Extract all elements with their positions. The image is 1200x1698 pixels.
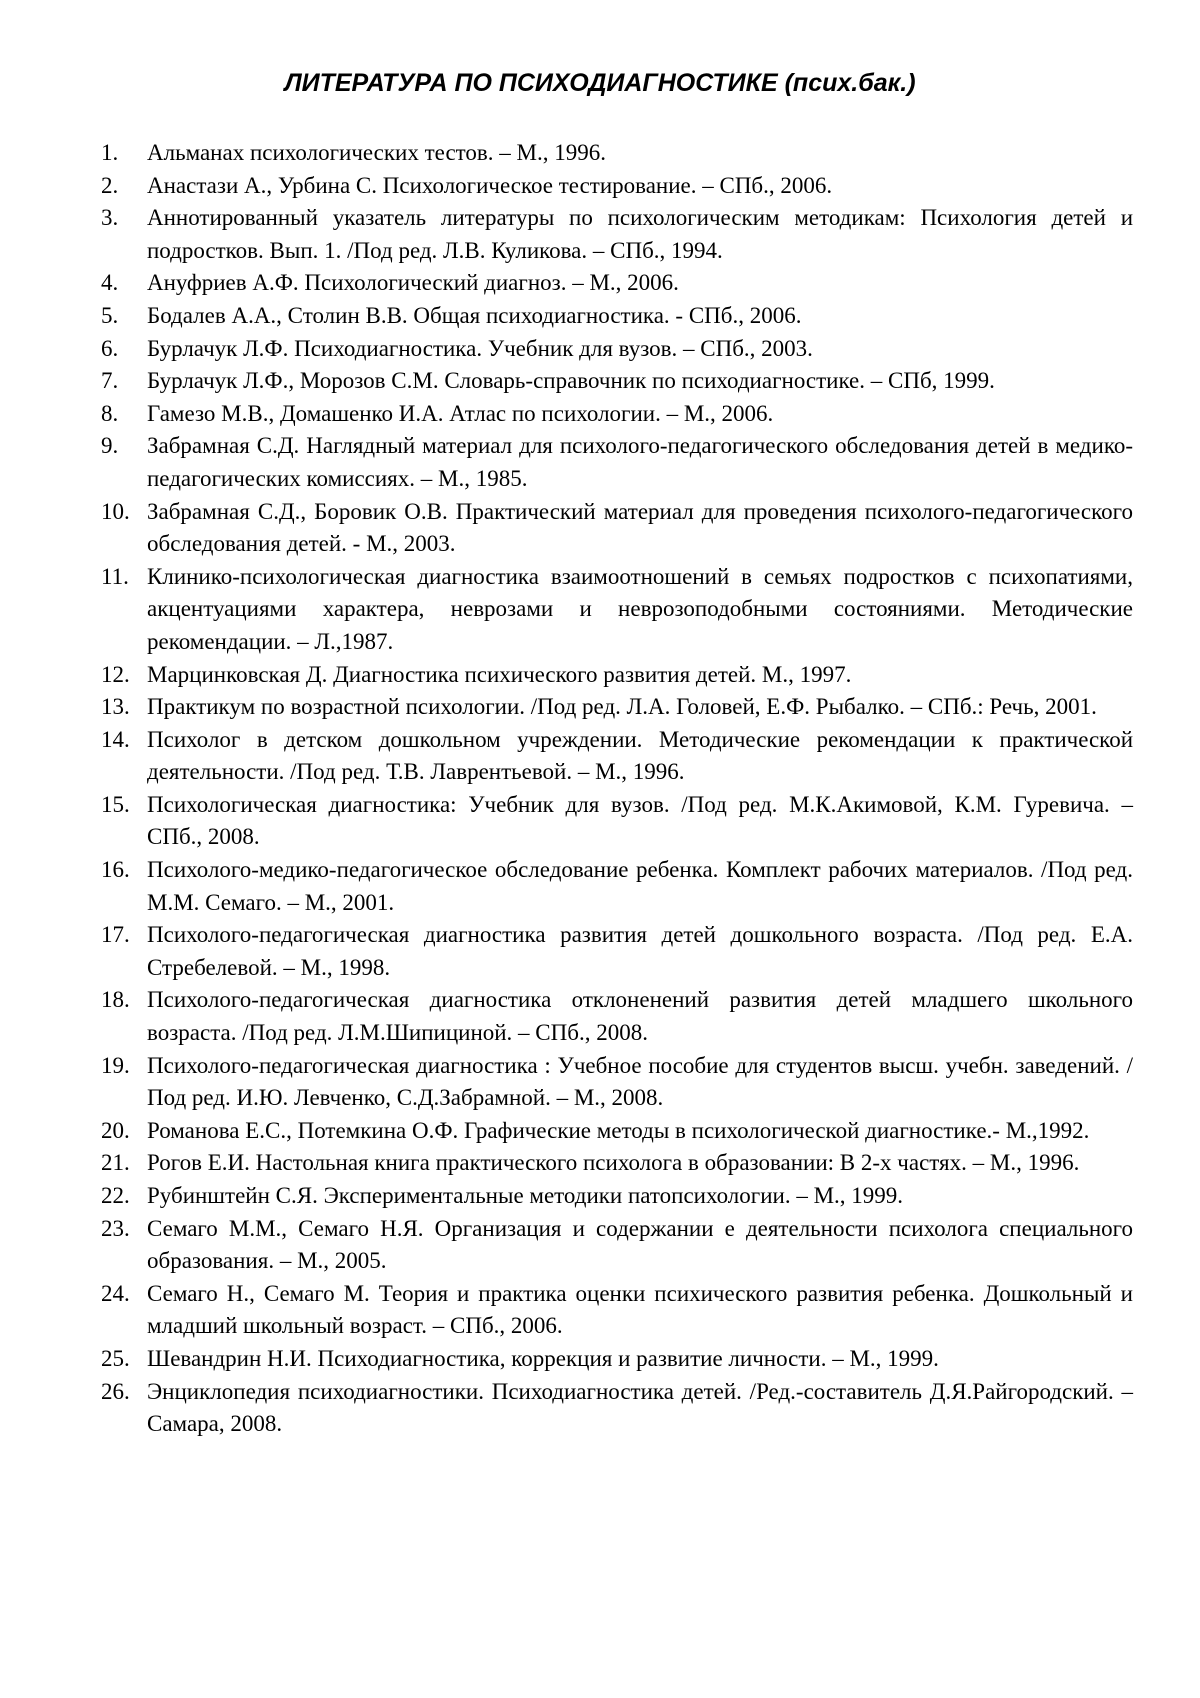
reference-item	[0, 333, 1133, 366]
reference-list	[0, 137, 1200, 1441]
reference-text: Бурлачук Л.Ф., Морозов С.М. Словарь-справочник по психодиагностике. – СПб, 1999.	[147, 368, 995, 394]
reference-number: 10.	[101, 498, 130, 524]
reference-number: 5.	[101, 302, 119, 328]
reference-number: 19.	[101, 1052, 130, 1078]
reference-item	[0, 1115, 1133, 1148]
reference-item	[0, 1278, 1133, 1343]
reference-item	[0, 170, 1133, 203]
reference-item	[0, 1343, 1133, 1376]
reference-number: 9.	[101, 433, 119, 459]
reference-text: Психологическая диагностика: Учебник для вузов. /Под ред. М.К.Акимовой, К.М. Гуревича. – СПб., 2008.	[147, 791, 1133, 850]
reference-text: Бодалев А.А., Столин В.В. Общая психодиагностика. - СПб., 2006.	[147, 302, 802, 328]
reference-text: Марцинковская Д. Диагностика психического развития детей. М., 1997.	[147, 661, 852, 687]
reference-number: 1.	[101, 140, 119, 165]
reference-number: 12.	[101, 661, 130, 687]
reference-text: Забрамная С.Д., Боровик О.В. Практический материал для проведения психолого-педагогического обследования детей. - М., 2003.	[147, 498, 1133, 557]
reference-item	[0, 1050, 1133, 1115]
reference-number: 3.	[101, 205, 119, 231]
reference-item	[0, 1376, 1133, 1441]
reference-text: Альманах психологических тестов. – М., 1996.	[147, 140, 606, 165]
reference-text: Семаго М.М., Семаго Н.Я. Организация и содержании е деятельности психолога специального образования. – М., 2005.	[147, 1215, 1133, 1274]
reference-text: Ануфриев А.Ф. Психологический диагноз. – М., 2006.	[147, 270, 679, 296]
reference-item	[0, 202, 1133, 267]
reference-item	[0, 919, 1133, 984]
reference-number: 23.	[101, 1215, 130, 1241]
reference-item	[0, 365, 1133, 398]
reference-number: 4.	[101, 270, 119, 296]
reference-text: Психолого-медико-педагогическое обследование ребенка. Комплект рабочих материалов. /Под ред. М.М. Семаго. – М., 2001.	[147, 857, 1133, 915]
reference-text: Шевандрин Н.И. Психодиагностика, коррекция и развитие личности. – М., 1999.	[147, 1345, 939, 1371]
reference-item	[0, 1180, 1133, 1213]
reference-text: Клинико-психологическая диагностика взаимоотношений в семьях подростков с психопатиями, акцентуациями характера, неврозами и неврозоподобными состояниями. Методические рекомендации. – Л.,1987.	[147, 563, 1133, 654]
reference-number: 16.	[101, 857, 130, 883]
reference-item	[0, 789, 1133, 854]
reference-item	[0, 137, 1133, 170]
reference-number: 11.	[101, 563, 129, 589]
reference-number: 13.	[101, 694, 130, 720]
reference-text: Забрамная С.Д. Наглядный материал для психолого-педагогического обследования детей в медико-педагогических комиссиях. – М., 1985.	[147, 433, 1133, 491]
reference-text: Рубинштейн С.Я. Экспериментальные методики патопсихологии. – М., 1999.	[147, 1183, 904, 1208]
reference-number: 7.	[101, 368, 119, 394]
reference-text: Психолог в детском дошкольном учреждении. Методические рекомендации к практической деятельности. /Под ред. Т.В. Лаврентьевой. – М., 1996.	[147, 726, 1133, 785]
reference-text: Энциклопедия психодиагностики. Психодиагностика детей. /Ред.-составитель Д.Я.Райгородский. – Самара, 2008.	[147, 1378, 1133, 1437]
reference-item	[0, 659, 1133, 692]
reference-number: 15.	[101, 791, 130, 817]
reference-item	[0, 300, 1133, 333]
reference-number: 17.	[101, 922, 130, 948]
reference-text: Психолого-педагогическая диагностика отклоненений развития детей младшего школьного возраста. /Под ред. Л.М.Шипициной. – СПб., 2008.	[147, 987, 1133, 1046]
reference-item	[0, 430, 1133, 495]
reference-item	[0, 854, 1133, 919]
reference-text: Семаго Н., Семаго М. Теория и практика оценки психического развития ребенка. Дошкольный и младший школьный возраст. – СПб., 2006.	[147, 1280, 1133, 1339]
reference-text: Гамезо М.В., Домашенко И.А. Атлас по психологии. – М., 2006.	[147, 400, 774, 426]
reference-text: Психолого-педагогическая диагностика развития детей дошкольного возраста. /Под ред. Е.А. Стребелевой. – М., 1998.	[147, 922, 1133, 980]
reference-item	[0, 691, 1133, 724]
reference-number: 24.	[101, 1280, 130, 1306]
reference-text: Рогов Е.И. Настольная книга практического психолога в образовании: В 2-х частях. – М., 1996.	[147, 1150, 1080, 1176]
reference-number: 21.	[101, 1150, 130, 1176]
reference-item	[0, 984, 1133, 1049]
reference-number: 14.	[101, 726, 130, 752]
reference-text: Бурлачук Л.Ф. Психодиагностика. Учебник для вузов. – СПб., 2003.	[147, 335, 813, 361]
reference-number: 8.	[101, 400, 119, 426]
reference-item	[0, 496, 1133, 561]
page-title: ЛИТЕРАТУРА ПО ПСИХОДИАГНОСТИКЕ (псих.бак.)	[284, 69, 916, 97]
reference-item	[0, 1147, 1133, 1180]
reference-number: 26.	[101, 1378, 130, 1404]
reference-text: Практикум по возрастной психологии. /Под ред. Л.А. Головей, Е.Ф. Рыбалко. – СПб.: Речь, 2001.	[147, 694, 1097, 720]
reference-text: Романова Е.С., Потемкина О.Ф. Графические методы в психологической диагностике.- М.,1992.	[147, 1117, 1090, 1143]
reference-number: 18.	[101, 987, 130, 1013]
reference-item	[0, 1213, 1133, 1278]
reference-number: 20.	[101, 1117, 130, 1143]
reference-text: Психолого-педагогическая диагностика : Учебное пособие для студентов высш. учебн. заведений. /Под ред. И.Ю. Левченко, С.Д.Забрамной. – М., 2008.	[147, 1052, 1133, 1111]
reference-number: 2.	[101, 172, 119, 198]
reference-item	[0, 724, 1133, 789]
reference-text: Аннотированный указатель литературы по психологическим методикам: Психология детей и подростков. Вып. 1. /Под ред. Л.В. Куликова. – СПб., 1994.	[147, 205, 1133, 263]
reference-item	[0, 267, 1133, 300]
reference-text: Анастази А., Урбина С. Психологическое тестирование. – СПб., 2006.	[147, 172, 833, 198]
reference-number: 22.	[101, 1183, 130, 1208]
reference-item	[0, 398, 1133, 431]
reference-number: 6.	[101, 335, 119, 361]
reference-item	[0, 561, 1133, 659]
reference-number: 25.	[101, 1345, 130, 1371]
